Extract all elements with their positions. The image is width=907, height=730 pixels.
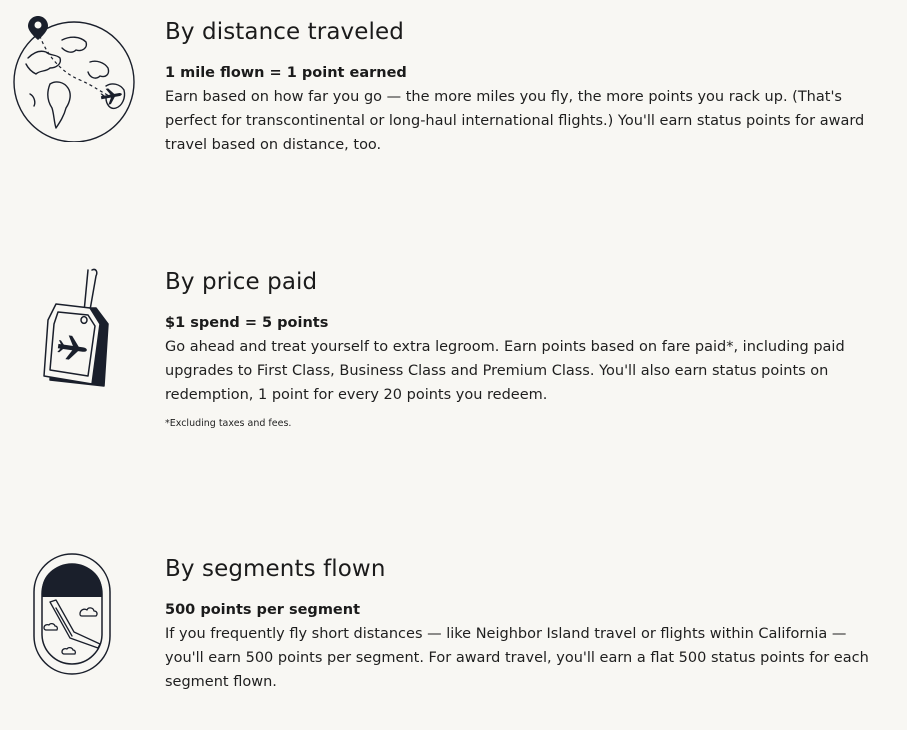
section-title: By distance traveled [165, 19, 404, 45]
section-description: If you frequently fly short distances — like Neighbor Island travel or flights within California — you'll earn 500 points per segment. For award travel, you'll earn a flat 500 status points for each segment flown. [165, 626, 869, 690]
earning-section-segments [0, 540, 907, 730]
earning-section-price [0, 250, 907, 470]
section-title: By segments flown [165, 556, 386, 582]
airplane-window-icon [30, 550, 120, 682]
section-subtitle: 1 mile flown = 1 point earned [165, 65, 407, 81]
section-text [165, 17, 885, 157]
section-description: Earn based on how far you go — the more miles you fly, the more points you rack up. (That's perfect for transcontinental or long-haul international flights.) You'll earn status points for award travel based on distance, too. [165, 89, 865, 153]
luggage-tag-icon [30, 264, 120, 396]
section-footnote: *Excluding taxes and fees. [165, 418, 292, 429]
section-description: Go ahead and treat yourself to extra legroom. Earn points based on fare paid*, including paid upgrades to First Class, Business Class and Premium Class. You'll also earn status points on redemption, 1 point for every 20 points you redeem. [165, 339, 845, 403]
earning-section-distance [0, 0, 907, 200]
section-text [165, 267, 885, 431]
section-subtitle: 500 points per segment [165, 602, 361, 618]
section-subtitle: $1 spend = 5 points [165, 315, 329, 331]
section-text [165, 554, 885, 694]
globe-flight-path-icon [10, 12, 140, 146]
section-title: By price paid [165, 269, 318, 295]
